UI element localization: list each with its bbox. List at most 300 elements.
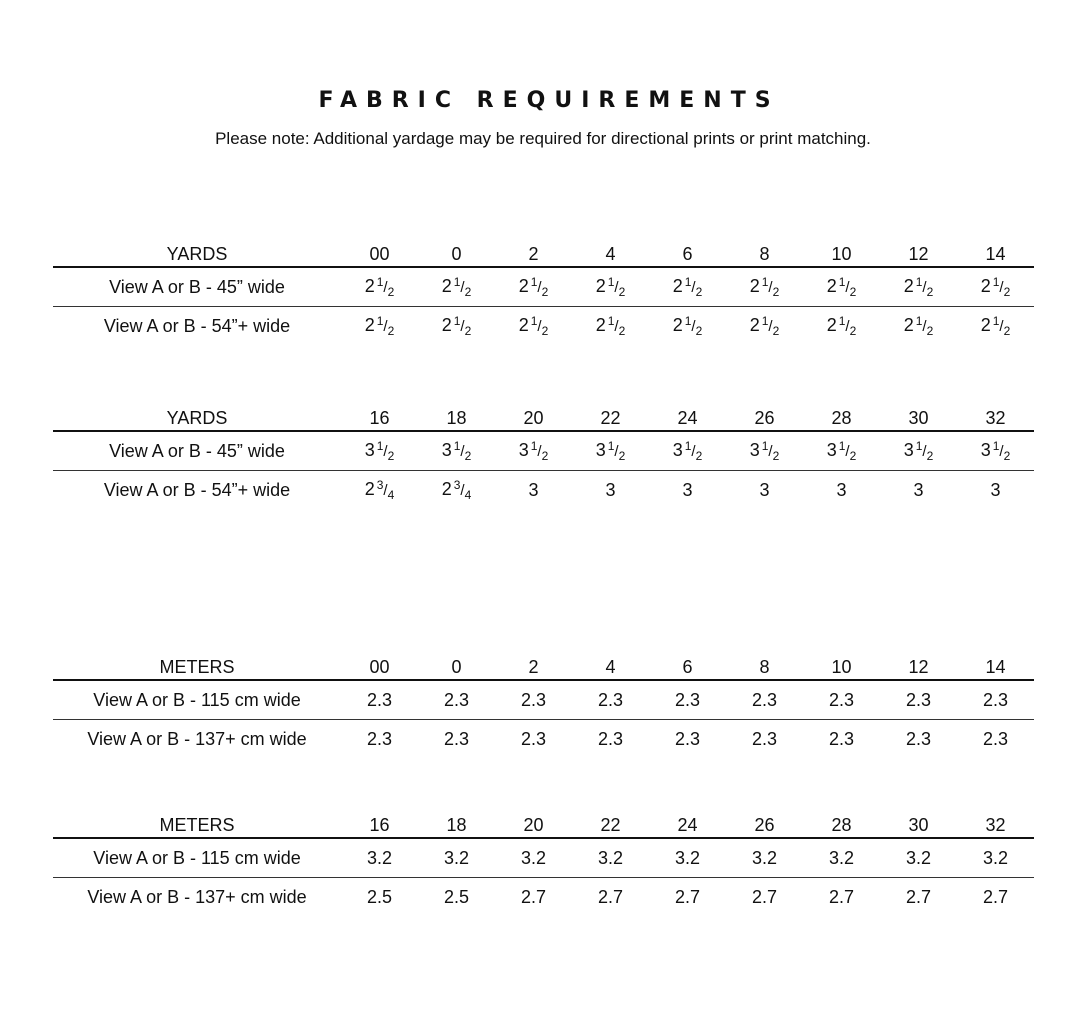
amount-value: 2.3	[366, 728, 393, 749]
fraction-slash: /	[768, 318, 773, 335]
size-header: 14	[985, 657, 1006, 677]
fraction-slash: /	[845, 318, 850, 335]
yardage-cell	[880, 267, 957, 307]
mixed-fraction	[980, 439, 1011, 463]
fraction-denominator: 2	[618, 285, 626, 299]
fraction-slash: /	[460, 482, 465, 499]
yardage-cell	[726, 307, 803, 346]
whole-number: 2	[441, 276, 452, 296]
whole-number: 3	[980, 440, 991, 460]
size-header: 20	[523, 408, 544, 428]
yardage-cell	[726, 878, 803, 917]
yardage-cell	[495, 267, 572, 307]
yardage-cell	[418, 471, 495, 510]
whole-number: 2	[518, 315, 529, 335]
whole-number: 3	[672, 440, 683, 460]
amount-value: 3.2	[982, 847, 1009, 868]
yardage-cell	[572, 720, 649, 759]
yardage-cell	[880, 680, 957, 720]
fraction-numerator: 1	[530, 314, 538, 328]
amount-value: 2.7	[674, 886, 701, 907]
fraction-denominator: 4	[464, 488, 472, 502]
amount-value: 2.3	[597, 728, 624, 749]
yardage-cell	[726, 431, 803, 471]
whole-number: 2	[749, 315, 760, 335]
size-header: 30	[908, 815, 929, 835]
fraction-denominator: 2	[926, 449, 934, 463]
size-header: 00	[369, 657, 390, 677]
size-header: 00	[369, 244, 390, 264]
yardage-cell	[726, 838, 803, 878]
whole-number: 3	[441, 440, 452, 460]
size-header: 24	[677, 408, 698, 428]
size-header: 28	[831, 815, 852, 835]
size-header: 10	[831, 657, 852, 677]
fabric-width-label: View A or B - 115 cm wide	[93, 847, 301, 868]
fraction-slash: /	[768, 279, 773, 296]
fraction-denominator: 2	[772, 285, 780, 299]
fraction-denominator: 2	[695, 324, 703, 338]
fraction-denominator: 2	[387, 449, 395, 463]
fraction-slash: /	[999, 443, 1004, 460]
fraction-numerator: 1	[915, 275, 923, 289]
size-header: 20	[523, 815, 544, 835]
fraction-denominator: 2	[695, 285, 703, 299]
yardage-cell	[649, 878, 726, 917]
fraction-slash: /	[460, 318, 465, 335]
amount-value: 2.3	[905, 689, 932, 710]
whole-number: 2	[903, 276, 914, 296]
fraction-slash: /	[383, 279, 388, 296]
amount-value: 2.3	[751, 728, 778, 749]
mixed-fraction	[595, 439, 626, 463]
yardage-cell	[341, 267, 418, 307]
whole-number: 2	[364, 276, 375, 296]
fraction-numerator: 1	[376, 314, 384, 328]
yardage-cell	[572, 878, 649, 917]
table-row	[53, 307, 1034, 346]
yardage-cell	[880, 471, 957, 510]
fraction-numerator: 1	[838, 314, 846, 328]
fraction-denominator: 2	[541, 449, 549, 463]
amount-value: 3.2	[443, 847, 470, 868]
amount-value: 3.2	[674, 847, 701, 868]
amount-value: 3	[990, 479, 1001, 500]
whole-number: 2	[364, 315, 375, 335]
size-header: 6	[682, 657, 693, 677]
fraction-numerator: 1	[684, 314, 692, 328]
amount-value: 3	[913, 479, 924, 500]
size-header: 4	[605, 244, 616, 264]
fraction-slash: /	[537, 443, 542, 460]
amount-value: 2.3	[905, 728, 932, 749]
size-header: 14	[985, 244, 1006, 264]
fraction-denominator: 2	[387, 324, 395, 338]
yardage-cell	[649, 680, 726, 720]
amount-value: 2.3	[982, 689, 1009, 710]
size-header: 16	[369, 815, 390, 835]
mixed-fraction	[826, 314, 857, 338]
yardage-cell	[418, 720, 495, 759]
fraction-denominator: 2	[772, 449, 780, 463]
fraction-slash: /	[614, 279, 619, 296]
whole-number: 2	[749, 276, 760, 296]
fraction-denominator: 2	[387, 285, 395, 299]
amount-value: 2.3	[443, 728, 470, 749]
yardage-cell	[572, 838, 649, 878]
fraction-denominator: 2	[849, 285, 857, 299]
size-header: 26	[754, 408, 775, 428]
whole-number: 2	[980, 276, 991, 296]
size-header: 0	[451, 657, 462, 677]
whole-number: 2	[364, 479, 375, 499]
fraction-denominator: 2	[618, 449, 626, 463]
fraction-slash: /	[691, 443, 696, 460]
fraction-slash: /	[460, 443, 465, 460]
yardage-cell	[495, 307, 572, 346]
yardage-cell	[495, 720, 572, 759]
fraction-slash: /	[691, 318, 696, 335]
yardage-cell	[341, 307, 418, 346]
fraction-slash: /	[999, 318, 1004, 335]
yardage-cell	[572, 307, 649, 346]
whole-number: 3	[749, 440, 760, 460]
mixed-fraction	[903, 314, 934, 338]
size-header: 16	[369, 408, 390, 428]
yardage-cell	[572, 431, 649, 471]
yardage-cell	[572, 680, 649, 720]
mixed-fraction	[672, 314, 703, 338]
fraction-numerator: 1	[992, 439, 1000, 453]
yardage-cell	[418, 431, 495, 471]
mixed-fraction	[980, 275, 1011, 299]
fraction-numerator: 1	[684, 275, 692, 289]
fraction-denominator: 2	[541, 285, 549, 299]
page-title: FABRIC REQUIREMENTS	[318, 88, 780, 113]
whole-number: 2	[672, 276, 683, 296]
fraction-numerator: 1	[530, 275, 538, 289]
size-header: 8	[759, 657, 770, 677]
unit-label: YARDS	[166, 244, 228, 264]
amount-value: 2.5	[443, 886, 470, 907]
amount-value: 2.7	[751, 886, 778, 907]
mixed-fraction	[441, 478, 472, 502]
fraction-denominator: 2	[926, 285, 934, 299]
yardage-cell	[341, 471, 418, 510]
fraction-numerator: 3	[453, 478, 461, 492]
fraction-denominator: 2	[464, 449, 472, 463]
whole-number: 2	[595, 276, 606, 296]
fraction-denominator: 2	[772, 324, 780, 338]
fabric-width-label: View A or B - 54”+ wide	[103, 479, 291, 500]
table-row	[53, 720, 1034, 759]
size-header-row	[53, 402, 1034, 431]
mixed-fraction	[595, 275, 626, 299]
fraction-slash: /	[383, 482, 388, 499]
fraction-numerator: 1	[838, 275, 846, 289]
yardage-cell	[495, 838, 572, 878]
fraction-slash: /	[614, 443, 619, 460]
amount-value: 2.3	[520, 728, 547, 749]
fraction-numerator: 1	[607, 275, 615, 289]
unit-label: YARDS	[166, 408, 228, 428]
mixed-fraction	[749, 439, 780, 463]
yardage-cell	[341, 720, 418, 759]
fraction-denominator: 2	[464, 324, 472, 338]
amount-value: 3	[682, 479, 693, 500]
yardage-cell	[495, 680, 572, 720]
amount-value: 2.7	[828, 886, 855, 907]
yardage-cell	[341, 431, 418, 471]
mixed-fraction	[364, 275, 395, 299]
size-header: 26	[754, 815, 775, 835]
amount-value: 3.2	[520, 847, 547, 868]
size-header: 12	[908, 657, 929, 677]
fabric-width-label: View A or B - 45” wide	[109, 440, 285, 461]
whole-number: 3	[595, 440, 606, 460]
whole-number: 3	[903, 440, 914, 460]
yardage-cell	[957, 720, 1034, 759]
amount-value: 2.3	[674, 689, 701, 710]
amount-value: 2.7	[520, 886, 547, 907]
amount-value: 2.5	[366, 886, 393, 907]
yardage-cell	[880, 720, 957, 759]
size-header: 2	[528, 657, 539, 677]
mixed-fraction	[826, 275, 857, 299]
yardage-note: Please note: Additional yardage may be required for directional prints or print matching.	[215, 129, 871, 148]
amount-value: 3.2	[366, 847, 393, 868]
yardage-cell	[957, 471, 1034, 510]
mixed-fraction	[672, 439, 703, 463]
size-header: 30	[908, 408, 929, 428]
fraction-numerator: 1	[453, 314, 461, 328]
yardage-cell	[418, 267, 495, 307]
fraction-slash: /	[460, 279, 465, 296]
size-header-row	[53, 809, 1034, 838]
yardage-cell	[957, 431, 1034, 471]
whole-number: 2	[595, 315, 606, 335]
size-header: 2	[528, 244, 539, 264]
yardage-cell	[957, 267, 1034, 307]
yardage-cell	[880, 878, 957, 917]
fraction-slash: /	[845, 443, 850, 460]
fraction-numerator: 1	[607, 439, 615, 453]
mixed-fraction	[595, 314, 626, 338]
size-header: 24	[677, 815, 698, 835]
mixed-fraction	[749, 275, 780, 299]
fraction-numerator: 3	[376, 478, 384, 492]
amount-value: 2.7	[982, 886, 1009, 907]
mixed-fraction	[441, 275, 472, 299]
yardage-cell	[803, 307, 880, 346]
amount-value: 2.3	[520, 689, 547, 710]
fraction-slash: /	[614, 318, 619, 335]
size-header: 28	[831, 408, 852, 428]
mixed-fraction	[903, 439, 934, 463]
amount-value: 2.3	[597, 689, 624, 710]
whole-number: 2	[903, 315, 914, 335]
amount-value: 3.2	[905, 847, 932, 868]
mixed-fraction	[518, 439, 549, 463]
amount-value: 3.2	[597, 847, 624, 868]
amount-value: 2.3	[828, 728, 855, 749]
amount-value: 2.3	[443, 689, 470, 710]
fraction-denominator: 2	[464, 285, 472, 299]
whole-number: 2	[672, 315, 683, 335]
fraction-numerator: 1	[992, 314, 1000, 328]
mixed-fraction	[518, 314, 549, 338]
yardage-cell	[880, 307, 957, 346]
amount-value: 2.3	[751, 689, 778, 710]
fraction-slash: /	[537, 279, 542, 296]
mixed-fraction	[364, 314, 395, 338]
meters-table-large-sizes	[53, 809, 1034, 916]
fraction-denominator: 2	[541, 324, 549, 338]
yardage-cell	[803, 471, 880, 510]
fraction-numerator: 1	[453, 275, 461, 289]
fraction-slash: /	[922, 279, 927, 296]
fraction-denominator: 2	[1003, 324, 1011, 338]
yardage-cell	[957, 838, 1034, 878]
fraction-slash: /	[383, 318, 388, 335]
yardage-cell	[572, 267, 649, 307]
fraction-slash: /	[845, 279, 850, 296]
fraction-slash: /	[999, 279, 1004, 296]
amount-value: 2.3	[674, 728, 701, 749]
yards-table-large-sizes	[53, 402, 1034, 509]
yardage-cell	[803, 878, 880, 917]
whole-number: 3	[364, 440, 375, 460]
fraction-numerator: 1	[915, 314, 923, 328]
yards-table-small-sizes	[53, 238, 1034, 345]
fraction-numerator: 1	[684, 439, 692, 453]
yardage-cell	[880, 431, 957, 471]
fraction-numerator: 1	[376, 439, 384, 453]
whole-number: 2	[826, 276, 837, 296]
yardage-cell	[957, 680, 1034, 720]
yardage-cell	[803, 431, 880, 471]
amount-value: 3	[528, 479, 539, 500]
whole-number: 3	[518, 440, 529, 460]
yardage-cell	[418, 878, 495, 917]
fraction-slash: /	[922, 443, 927, 460]
amount-value: 3	[836, 479, 847, 500]
fraction-slash: /	[691, 279, 696, 296]
fraction-numerator: 1	[915, 439, 923, 453]
yardage-cell	[803, 838, 880, 878]
fraction-slash: /	[922, 318, 927, 335]
fraction-slash: /	[537, 318, 542, 335]
yardage-cell	[803, 680, 880, 720]
size-header: 12	[908, 244, 929, 264]
yardage-cell	[418, 838, 495, 878]
mixed-fraction	[980, 314, 1011, 338]
whole-number: 2	[441, 315, 452, 335]
mixed-fraction	[518, 275, 549, 299]
mixed-fraction	[364, 439, 395, 463]
yardage-cell	[649, 720, 726, 759]
whole-number: 2	[441, 479, 452, 499]
fraction-denominator: 2	[1003, 449, 1011, 463]
yardage-cell	[649, 471, 726, 510]
mixed-fraction	[826, 439, 857, 463]
yardage-cell	[726, 720, 803, 759]
amount-value: 3.2	[751, 847, 778, 868]
size-header: 0	[451, 244, 462, 264]
amount-value: 3	[605, 479, 616, 500]
whole-number: 2	[826, 315, 837, 335]
yardage-cell	[418, 307, 495, 346]
yardage-cell	[649, 838, 726, 878]
fraction-denominator: 2	[849, 324, 857, 338]
size-header: 18	[446, 815, 467, 835]
amount-value: 2.7	[597, 886, 624, 907]
yardage-cell	[726, 471, 803, 510]
mixed-fraction	[903, 275, 934, 299]
yardage-cell	[726, 680, 803, 720]
amount-value: 2.3	[828, 689, 855, 710]
unit-label: METERS	[159, 815, 235, 835]
yardage-cell	[341, 680, 418, 720]
fraction-numerator: 1	[453, 439, 461, 453]
yardage-cell	[726, 267, 803, 307]
amount-value: 3	[759, 479, 770, 500]
yardage-cell	[649, 307, 726, 346]
fraction-numerator: 1	[376, 275, 384, 289]
fraction-numerator: 1	[607, 314, 615, 328]
amount-value: 2.3	[982, 728, 1009, 749]
yardage-cell	[803, 267, 880, 307]
fabric-width-label: View A or B - 54”+ wide	[103, 315, 291, 336]
size-header: 22	[600, 408, 621, 428]
amount-value: 3.2	[828, 847, 855, 868]
yardage-cell	[341, 838, 418, 878]
amount-value: 2.3	[366, 689, 393, 710]
yardage-cell	[495, 878, 572, 917]
table-row	[53, 471, 1034, 510]
unit-label: METERS	[159, 657, 235, 677]
fabric-width-label: View A or B - 115 cm wide	[93, 689, 301, 710]
yardage-cell	[495, 431, 572, 471]
fraction-numerator: 1	[761, 275, 769, 289]
size-header: 32	[985, 408, 1006, 428]
fraction-denominator: 2	[849, 449, 857, 463]
size-header-row	[53, 238, 1034, 267]
table-row	[53, 431, 1034, 471]
mixed-fraction	[749, 314, 780, 338]
table-row	[53, 838, 1034, 878]
meters-table-small-sizes	[53, 651, 1034, 758]
fraction-numerator: 1	[530, 439, 538, 453]
table-row	[53, 680, 1034, 720]
yardage-cell	[495, 471, 572, 510]
fabric-width-label: View A or B - 137+ cm wide	[87, 728, 307, 749]
yardage-cell	[341, 878, 418, 917]
fraction-numerator: 1	[761, 439, 769, 453]
fabric-width-label: View A or B - 137+ cm wide	[87, 886, 307, 907]
whole-number: 2	[518, 276, 529, 296]
table-row	[53, 878, 1034, 917]
fraction-denominator: 2	[695, 449, 703, 463]
yardage-cell	[803, 720, 880, 759]
size-header-row	[53, 651, 1034, 680]
fraction-denominator: 4	[387, 488, 395, 502]
yardage-cell	[572, 471, 649, 510]
table-row	[53, 267, 1034, 307]
fraction-denominator: 2	[1003, 285, 1011, 299]
size-header: 10	[831, 244, 852, 264]
fraction-slash: /	[383, 443, 388, 460]
